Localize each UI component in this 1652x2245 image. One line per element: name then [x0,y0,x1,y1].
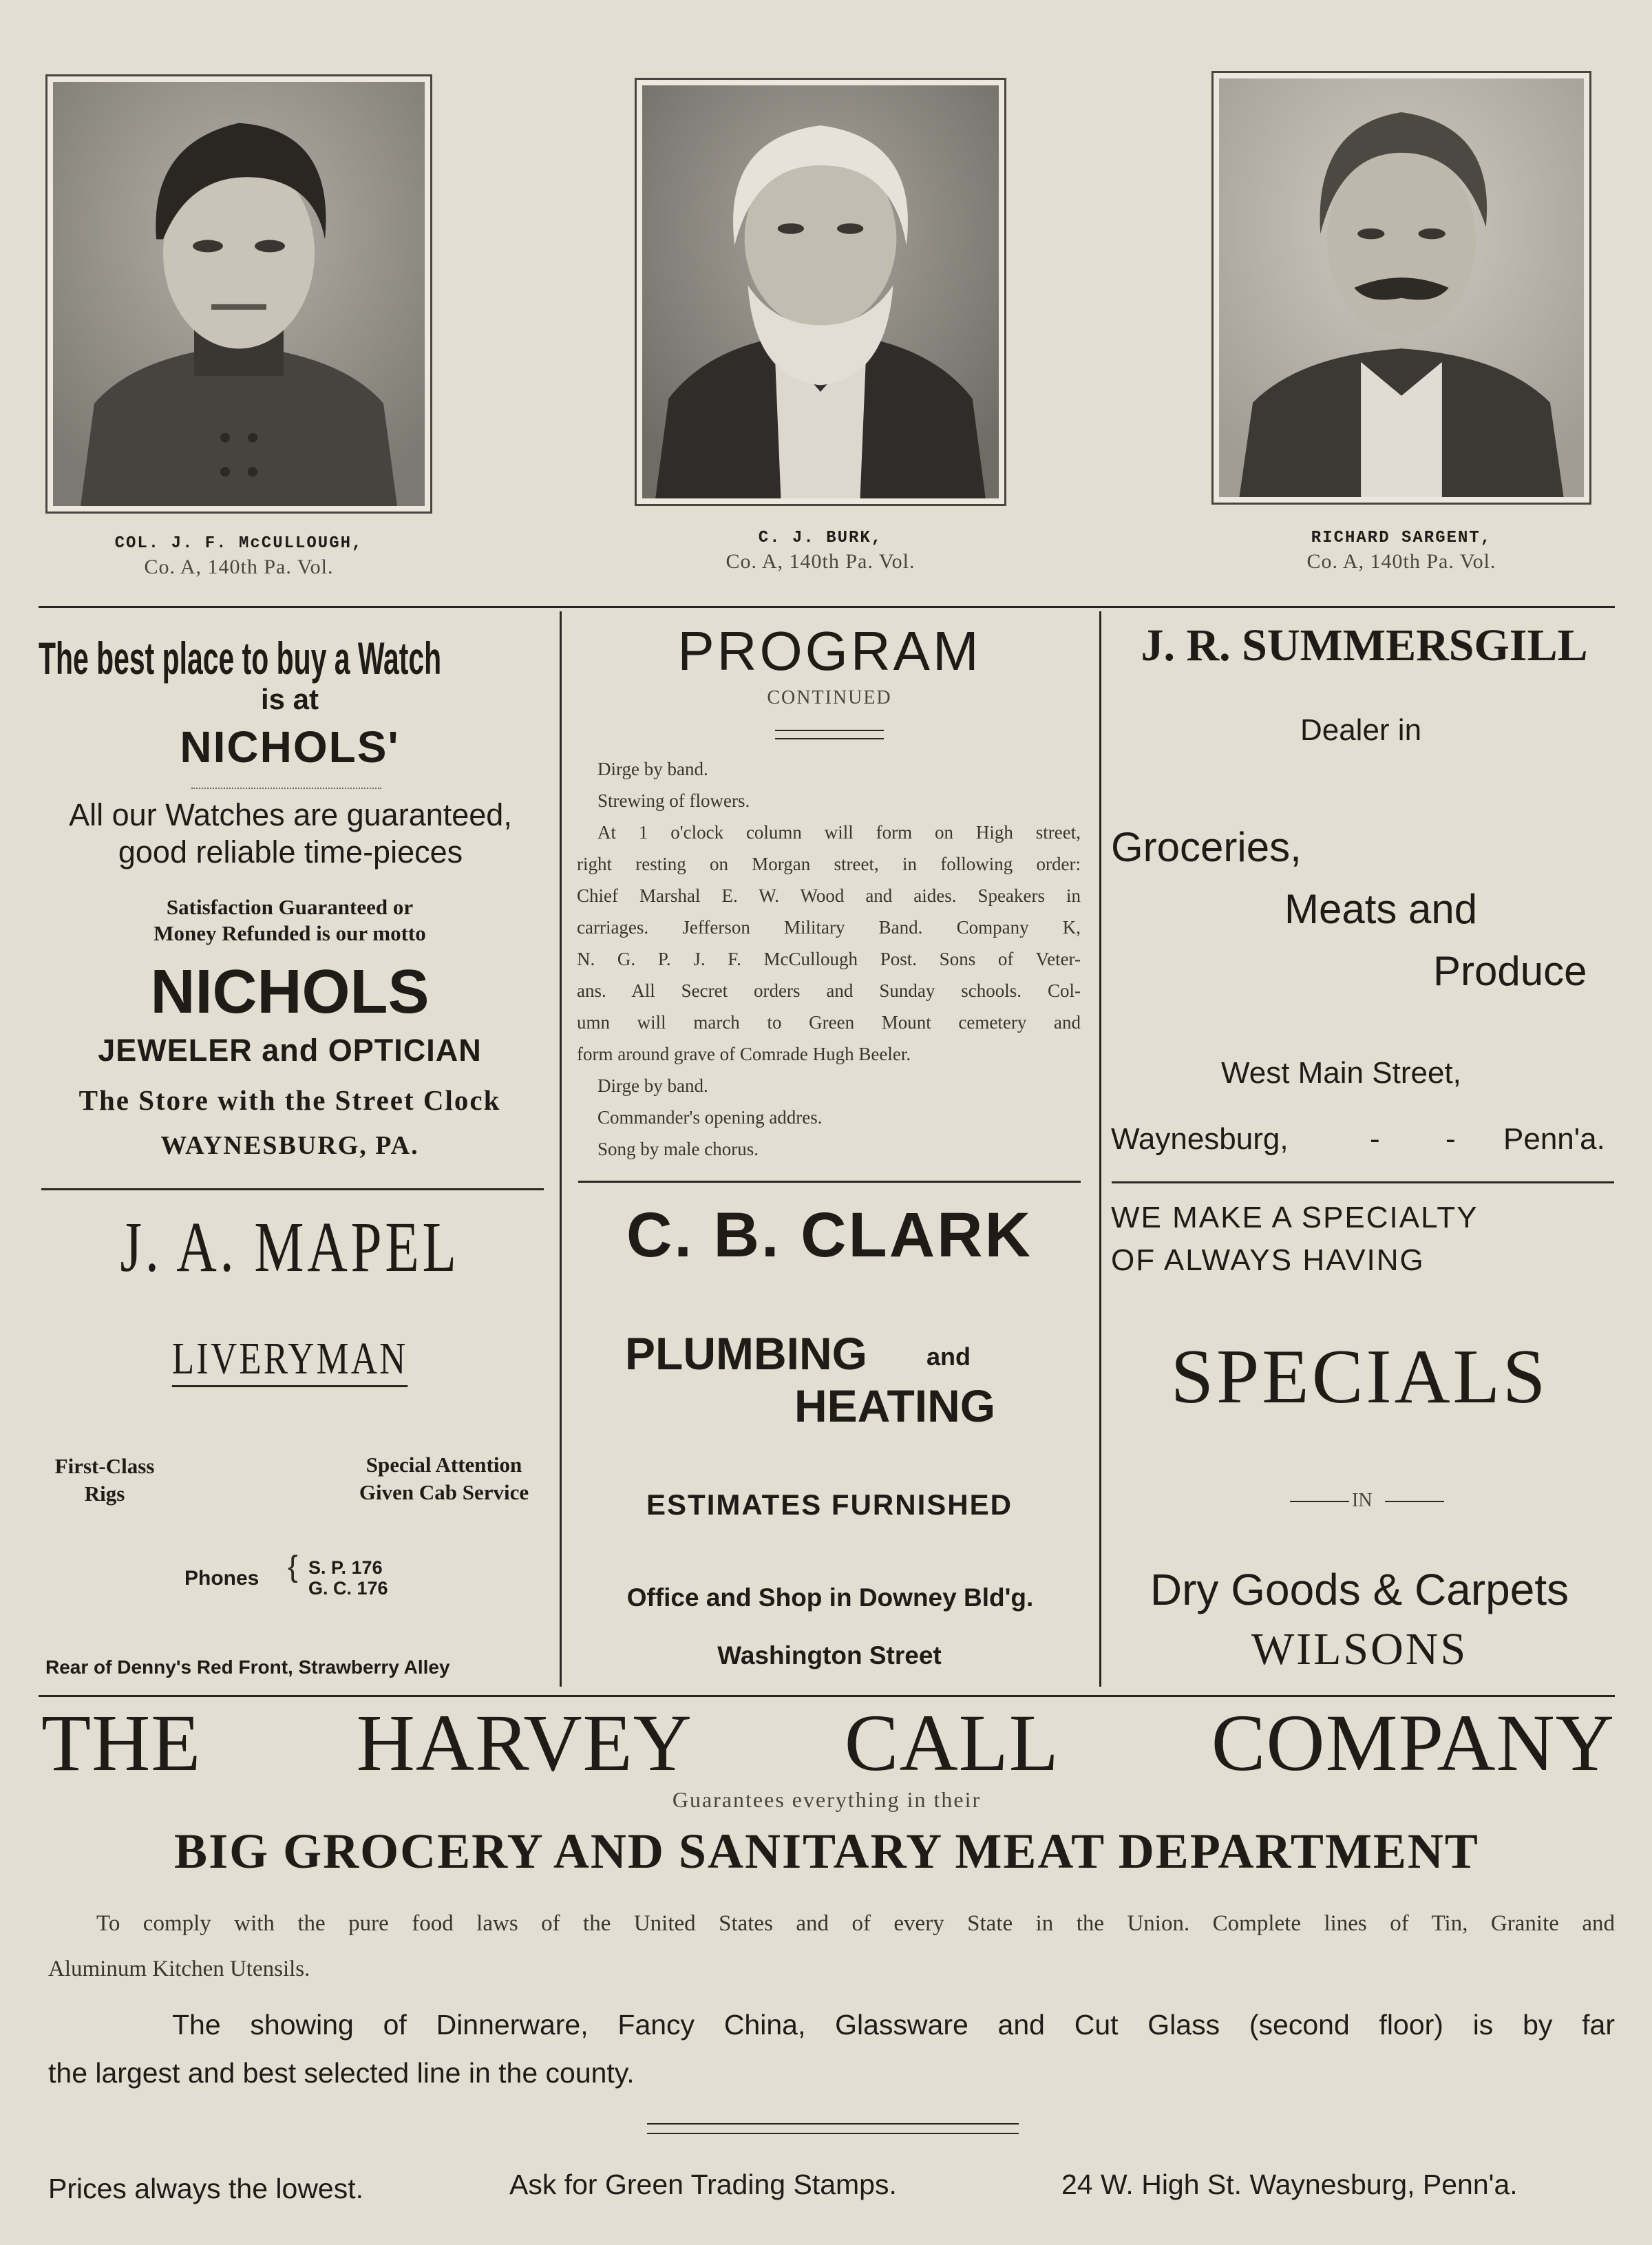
harvey-double-rule-1 [647,2123,1019,2125]
summersgill-name: J. R. SUMMERSGILL [1141,620,1588,671]
mapel-phones-brace: { [288,1550,298,1583]
nichols-bottom-rule [41,1188,544,1190]
program-line-12: Commander's opening addres. [597,1107,823,1128]
portrait-mccullough-image [53,82,425,506]
wilsons-dry-goods: Dry Goods & Carpets [1150,1565,1569,1614]
mapel-trade: LIVERYMAN [172,1333,408,1387]
harvey-department: BIG GROCERY AND SANITARY MEAT DEPARTMENT [174,1824,1479,1879]
mapel-special-attention [337,1451,551,1506]
summersgill-groceries: Groceries, [1111,824,1302,870]
portrait-sargent-name: RICHARD SARGENT, [1311,529,1492,547]
mapel-phones-label: Phones [184,1567,260,1590]
mapel-special-line2: Given Cab Service [359,1480,529,1504]
clark-and: and [926,1342,971,1371]
wilsons-in-rule-left [1290,1501,1349,1502]
nichols-headline: The best place to buy a Watch [39,633,442,684]
harvey-para1-line2: Aluminum Kitchen Utensils. [48,1957,310,1981]
mapel-phone-sp: S. P. 176 [308,1557,383,1578]
summersgill-street: West Main Street, [1221,1056,1461,1090]
portrait-mccullough-unit: Co. A, 140th Pa. Vol. [144,556,334,578]
portrait-burk-name: C. J. BURK, [758,529,883,547]
harvey-footer-prices: Prices always the lowest. [48,2173,364,2204]
program-line-5: Chief Marshal E. W. Wood and aides. Speakers in [577,885,1081,906]
summersgill-dealer: Dealer in [1300,713,1422,747]
summersgill-meats: Meats and [1284,886,1478,932]
nichols-guarantee-line2: good reliable time-pieces [118,834,463,869]
clark-name: C. B. CLARK [626,1200,1033,1270]
nichols-store-clock: The Store with the Street Clock [78,1084,501,1116]
program-bottom-rule [578,1181,1081,1183]
wilsons-name: WILSONS [1251,1624,1468,1674]
summersgill-bottom-rule [1112,1181,1614,1183]
program-double-rule-1 [775,730,884,731]
clark-office: Office and Shop in Downey Bld'g. [626,1583,1034,1612]
nichols-jeweler: JEWELER and OPTICIAN [98,1033,482,1068]
summersgill-state: Penn'a. [1503,1122,1605,1156]
harvey-footer-address: 24 W. High St. Waynesburg, Penn'a. [1061,2169,1518,2200]
nichols-name-top: NICHOLS' [180,722,400,772]
clark-heating: HEATING [794,1380,996,1431]
mapel-address: Rear of Denny's Red Front, Strawberry Alley [45,1656,450,1678]
portrait-sargent-image [1219,78,1584,497]
wilsons-in-rule-right [1385,1501,1444,1502]
clark-street: Washington Street [717,1641,942,1669]
summersgill-dash-1: - [1370,1122,1380,1156]
program-line-3: At 1 o'clock column will form on High street, [597,822,1081,843]
nichols-motto: Money Refunded is our motto [153,921,426,945]
program-line-11: Dirge by band. [597,1075,708,1096]
program-line-1: Dirge by band. [597,759,708,779]
harvey-guarantee: Guarantees everything in their [672,1787,982,1812]
program-line-13: Song by male chorus. [597,1139,759,1159]
portrait-sargent-unit: Co. A, 140th Pa. Vol. [1306,550,1496,573]
program-line-9: umn will march to Green Mount cemetery and [577,1012,1081,1033]
mapel-phone-numbers [308,1557,388,1599]
harvey-title-text: THE HARVEY CALL COMPANY [41,1698,1615,1788]
mapel-first-class [43,1453,167,1508]
harvey-para2-line1: The showing of Dinnerware, Fancy China, Glassware and Cut Glass (second floor) is by far [172,2009,1615,2041]
harvey-footer-stamps: Ask for Green Trading Stamps. [509,2169,897,2200]
portrait-mccullough [45,74,432,514]
mapel-first-class-line2: Rigs [84,1482,125,1506]
program-line-4: right resting on Morgan street, in following order: [577,854,1081,874]
harvey-para2-line2: the largest and best selected line in the county. [48,2057,635,2089]
nichols-satisfaction: Satisfaction Guaranteed or [166,895,414,919]
program-line-2: Strewing of flowers. [597,790,750,811]
nichols-name-large: NICHOLS [150,958,430,1026]
portrait-mccullough-name: COL. J. F. McCULLOUGH, [114,534,363,553]
clark-plumbing: PLUMBING [625,1328,867,1379]
nichols-dotted-rule [191,788,381,789]
program-line-7: N. G. P. J. F. McCullough Post. Sons of Veter- [577,949,1081,969]
wilsons-in: IN [1352,1490,1373,1511]
portrait-sargent [1211,71,1591,505]
program-line-10: form around grave of Comrade Hugh Beeler. [577,1044,911,1064]
mapel-first-class-line1: First-Class [54,1454,155,1478]
nichols-is-at: is at [260,683,319,715]
summersgill-town: Waynesburg, [1111,1122,1289,1156]
column-divider-right [1099,611,1101,1687]
mapel-special-line1: Special Attention [366,1453,522,1477]
program-line-6: carriages. Jefferson Military Band. Company K, [577,917,1081,938]
portrait-burk-image [642,85,999,498]
column-divider-left [560,611,562,1687]
program-double-rule-2 [775,738,884,739]
program-line-8: ans. All Secret orders and Sunday schools. Col- [577,980,1081,1001]
clark-estimates: ESTIMATES FURNISHED [646,1488,1013,1521]
summersgill-dash-2: - [1446,1122,1456,1156]
portrait-burk [635,78,1006,506]
nichols-guarantee-line1: All our Watches are guaranteed, [69,797,512,832]
mapel-name: J. A. MAPEL [120,1208,460,1287]
wilsons-specialty-line2: OF ALWAYS HAVING [1111,1243,1425,1277]
summersgill-produce: Produce [1433,948,1587,994]
program-subtitle: CONTINUED [767,687,892,708]
mapel-phone-gc: G. C. 176 [308,1578,388,1599]
top-divider [39,606,1615,608]
wilsons-specialty-line1: WE MAKE A SPECIALTY [1111,1201,1479,1234]
harvey-para1-line1: To comply with the pure food laws of the United States and of every State in the Union. Complete lines of Tin, Granite and [96,1911,1615,1936]
harvey-double-rule-2 [647,2133,1019,2134]
harvey-title [41,1696,1618,1790]
portrait-burk-unit: Co. A, 140th Pa. Vol. [726,550,915,573]
wilsons-specials: SPECIALS [1170,1334,1549,1420]
program-title: PROGRAM [677,620,982,682]
nichols-location: WAYNESBURG, PA. [160,1131,419,1160]
